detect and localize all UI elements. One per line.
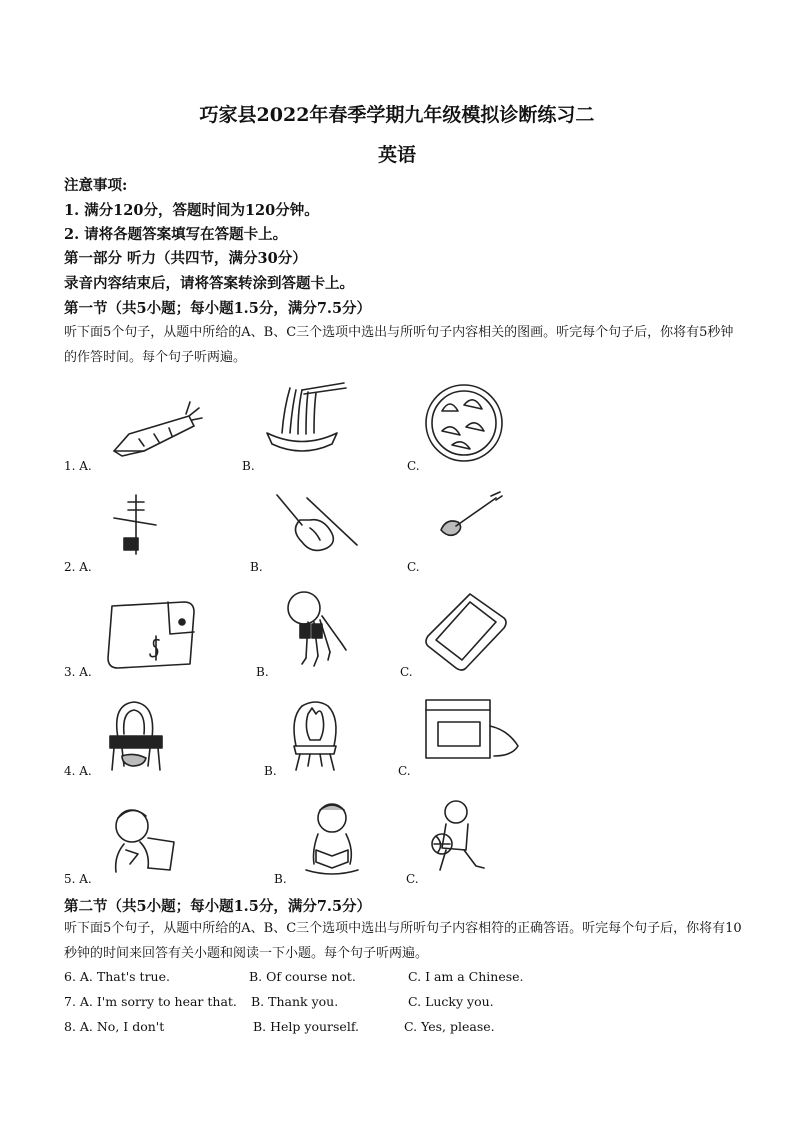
q5-option-b: B. bbox=[274, 872, 287, 886]
subject-title: 英语 bbox=[377, 144, 416, 166]
part1-heading: 第一部分 听力（共四节，满分30分） bbox=[64, 250, 307, 267]
sofa-icon bbox=[422, 696, 522, 766]
q4-option-c: C. bbox=[398, 764, 411, 778]
guitar-icon bbox=[436, 488, 506, 538]
q4-option-a: 4. A. bbox=[64, 764, 92, 778]
q7-option-c: C. Lucky you. bbox=[408, 994, 494, 1009]
notice-item-2: 2. 请将各题答案填写在答题卡上。 bbox=[64, 226, 288, 243]
keys-icon bbox=[284, 588, 354, 672]
q1-option-b: B. bbox=[242, 459, 255, 473]
notice-heading: 注意事项: bbox=[64, 177, 128, 194]
q6-option-a: 6. A. That's true. bbox=[64, 969, 170, 984]
q7-option-a: 7. A. I'm sorry to hear that. bbox=[64, 994, 237, 1009]
q3-option-c: C. bbox=[400, 665, 413, 679]
dumplings-icon bbox=[424, 383, 504, 463]
q6-option-b: B. Of course not. bbox=[249, 969, 356, 984]
boy-drawing-icon bbox=[104, 798, 178, 878]
notice-item-1: 1. 满分120分，答题时间为120分钟。 bbox=[64, 202, 319, 219]
noodles-icon bbox=[262, 378, 352, 463]
phone-icon bbox=[424, 590, 508, 672]
section1-instruction: 听下面5个句子，从题中所给的A、B、C三个选项中选出与所听句子内容相关的图画。听完每个句子后，你将有5秒钟的作答时间。每个句子听两遍。 bbox=[64, 325, 734, 365]
q8-option-b: B. Help yourself. bbox=[253, 1019, 359, 1034]
q5-option-c: C. bbox=[406, 872, 419, 886]
q2-option-c: C. bbox=[407, 560, 420, 574]
carrot-icon bbox=[104, 396, 204, 466]
section2-heading: 第二节（共5小题；每小题1.5分，满分7.5分） bbox=[64, 898, 372, 915]
boy-reading-icon bbox=[298, 800, 364, 878]
q2-option-b: B. bbox=[250, 560, 263, 574]
q4-option-b: B. bbox=[264, 764, 277, 778]
q1-option-a: 1. A. bbox=[64, 459, 92, 473]
q7-option-b: B. Thank you. bbox=[251, 994, 339, 1009]
section2-instruction: 听下面5个句子，从题中所给的A、B、C三个选项中选出与所听句子内容相符的正确答语。听完每个句子后，你将有10秒钟的时间来回答有关小题和阅读一下小题。每个句子听两遍。 bbox=[64, 921, 742, 961]
boy-basketball-icon bbox=[426, 796, 490, 878]
q3-option-a: 3. A. bbox=[64, 665, 92, 679]
q8-option-a: 8. A. No, I don't bbox=[64, 1019, 165, 1034]
q8-option-c: C. Yes, please. bbox=[404, 1019, 495, 1034]
wallet-icon bbox=[104, 598, 200, 670]
chair-with-cat-icon bbox=[104, 698, 168, 774]
q3-option-b: B. bbox=[256, 665, 269, 679]
part1-note: 录音内容结束后，请将答案转涂到答题卡上。 bbox=[64, 275, 354, 292]
violin-icon bbox=[272, 490, 362, 565]
q6-option-c: C. I am a Chinese. bbox=[408, 969, 524, 984]
armchair-with-cat-icon bbox=[286, 698, 344, 772]
q5-option-a: 5. A. bbox=[64, 872, 92, 886]
document-title: 巧家县2022年春季学期九年级模拟诊断练习二 bbox=[199, 104, 595, 126]
erhu-icon bbox=[106, 490, 166, 560]
q2-option-a: 2. A. bbox=[64, 560, 92, 574]
section1-heading: 第一节（共5小题；每小题1.5分，满分7.5分） bbox=[64, 300, 372, 317]
q1-option-c: C. bbox=[407, 459, 420, 473]
